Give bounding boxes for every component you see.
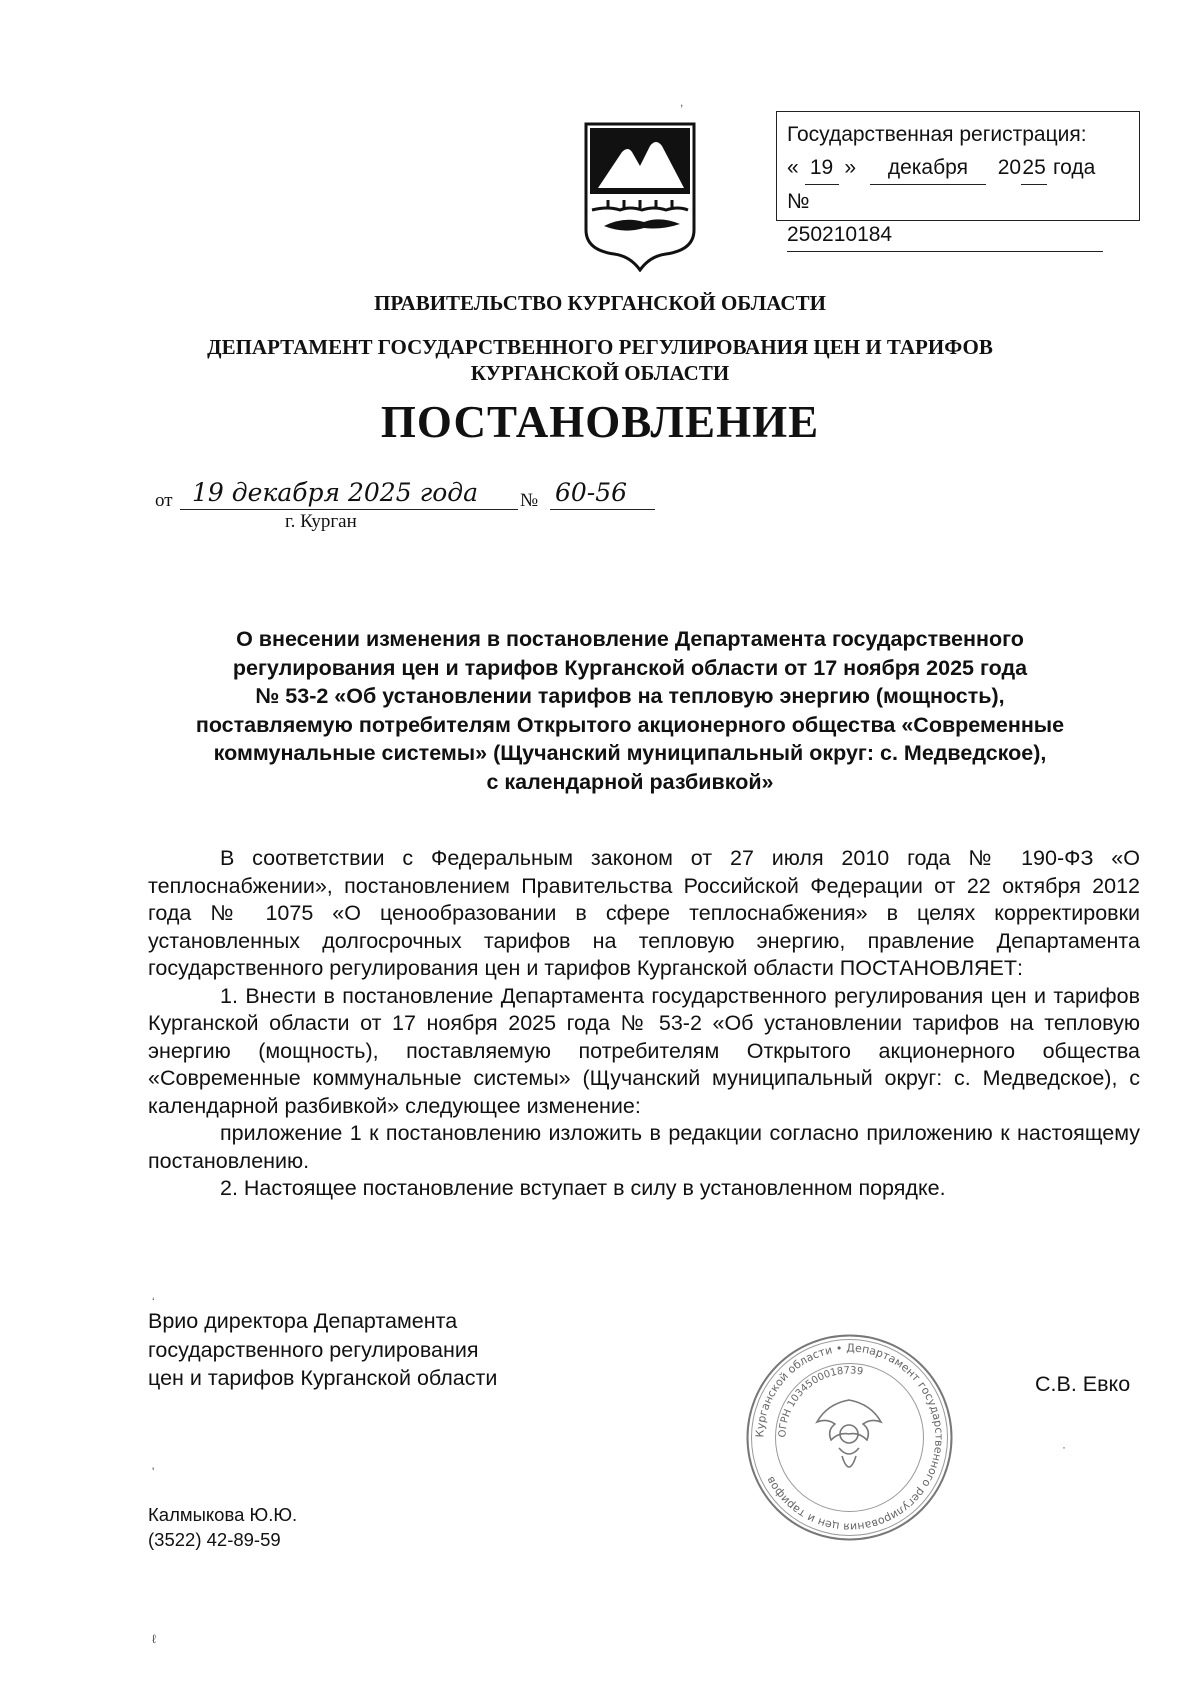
subject-line: регулирования цен и тарифов Курганской области от 17 ноября 2025 года: [232, 655, 1028, 680]
executor-name: Калмыкова Ю.Ю.: [148, 1504, 298, 1525]
registration-year-word: года: [1052, 156, 1096, 179]
item-2-paragraph: 2. Настоящее постановление вступает в силу в установленном порядке.: [220, 1176, 946, 1200]
from-label: от: [155, 490, 173, 511]
handwritten-number: 60-56: [555, 478, 628, 507]
position-line: государственного регулирования: [148, 1337, 479, 1362]
official-stamp: [742, 1330, 957, 1545]
date-underline: [180, 509, 518, 510]
registration-year-suffix: 25: [1021, 151, 1047, 185]
registration-day: 19: [805, 151, 839, 185]
scan-speck: ·: [1062, 1440, 1066, 1454]
signature-position: [148, 1307, 497, 1393]
item-1-paragraph: 1. Внести в постановление Департамента государственного регулирования цен и тарифов Курганской области от 17 ноября 2025 года № 53-2 «Об установлении тарифов на тепловую энергию (мощность), поставляемую потребителям Открытого акционерного общества «Современные коммунальные системы» (Щучанский муниципальный округ: с. Медведское), с календарной разбивкой» следующее изменение:: [148, 983, 1140, 1118]
date-number-line: [155, 478, 655, 518]
preamble-paragraph: В соответствии с Федеральным законом от 27 июля 2010 года № 190-ФЗ «О теплоснабжении», постановлением Правительства Российской Федерации от 22 октября 2012 года № 1075 «О ценообразовании в сфере теплоснабжения» в целях корректировки установленных долгосрочных тарифов на тепловую энергию, правление Департамента государственного регулирования цен и тарифов Курганской области ПОСТАНОВЛЯЕТ:: [148, 846, 1140, 980]
scan-speck: ℓ: [152, 1632, 156, 1646]
open-quote: «: [787, 156, 799, 179]
position-line: цен и тарифов Курганской области: [148, 1366, 498, 1390]
subject-title: [180, 625, 1080, 796]
document-type: ПОСТАНОВЛЕНИЕ: [380, 397, 820, 447]
department-title-line1: ДЕПАРТАМЕНТ ГОСУДАРСТВЕННОГО РЕГУЛИРОВАНИЯ ЦЕН И ТАРИФОВ: [207, 335, 993, 359]
subject-line: с календарной разбивкой»: [486, 769, 774, 794]
subject-line: О внесении изменения в постановление Департамента государственного: [236, 627, 1024, 651]
city: г. Курган: [285, 511, 357, 532]
stamp-inner-text: ОГРН 1034500018739: [777, 1365, 864, 1438]
item-1-detail-paragraph: приложение 1 к постановлению изложить в редакции согласно приложению к настоящему постановлению.: [148, 1121, 1140, 1173]
registration-date: [787, 151, 1129, 185]
registration-label: Государственная регистрация:: [787, 123, 1087, 146]
number-underline: [550, 509, 655, 510]
department-title-line2: КУРГАНСКОЙ ОБЛАСТИ: [470, 361, 730, 385]
executor-phone: (3522) 42-89-59: [148, 1529, 281, 1550]
scan-speck: ‘: [152, 1295, 155, 1309]
document-body: [148, 845, 1140, 1203]
close-quote: »: [844, 156, 857, 179]
coat-of-arms: [584, 122, 704, 272]
scan-speck: ,: [680, 95, 684, 109]
government-title: ПРАВИТЕЛЬСТВО КУРГАНСКОЙ ОБЛАСТИ: [374, 291, 826, 315]
registration-box: [776, 111, 1140, 246]
executor-info: [148, 1502, 297, 1552]
registration-month: декабря: [870, 151, 986, 185]
subject-line: № 53-2 «Об установлении тарифов на тепловую энергию (мощность),: [255, 684, 1005, 708]
subject-line: коммунальные системы» (Щучанский муниципальный округ: с. Медведское),: [213, 741, 1047, 765]
registration-number-label: №: [787, 190, 810, 213]
handwritten-date: 19 декабря 2025 года: [192, 478, 478, 507]
position-line: Врио директора Департамента: [148, 1309, 458, 1333]
stamp-outer-text: Курганской области • Департамент государственного регулирования цен и тарифов: [753, 1341, 946, 1534]
registration-number: 250210184: [787, 218, 1103, 252]
signatory-name: С.В. Евко: [1035, 1372, 1131, 1396]
registration-year-prefix: 20: [997, 156, 1022, 179]
department-title: [0, 334, 1200, 386]
registration-number-row: [787, 185, 1129, 252]
scan-speck: ': [152, 1465, 155, 1479]
number-label: №: [520, 490, 539, 511]
subject-line: поставляемую потребителям Открытого акционерного общества «Современные: [195, 712, 1065, 737]
